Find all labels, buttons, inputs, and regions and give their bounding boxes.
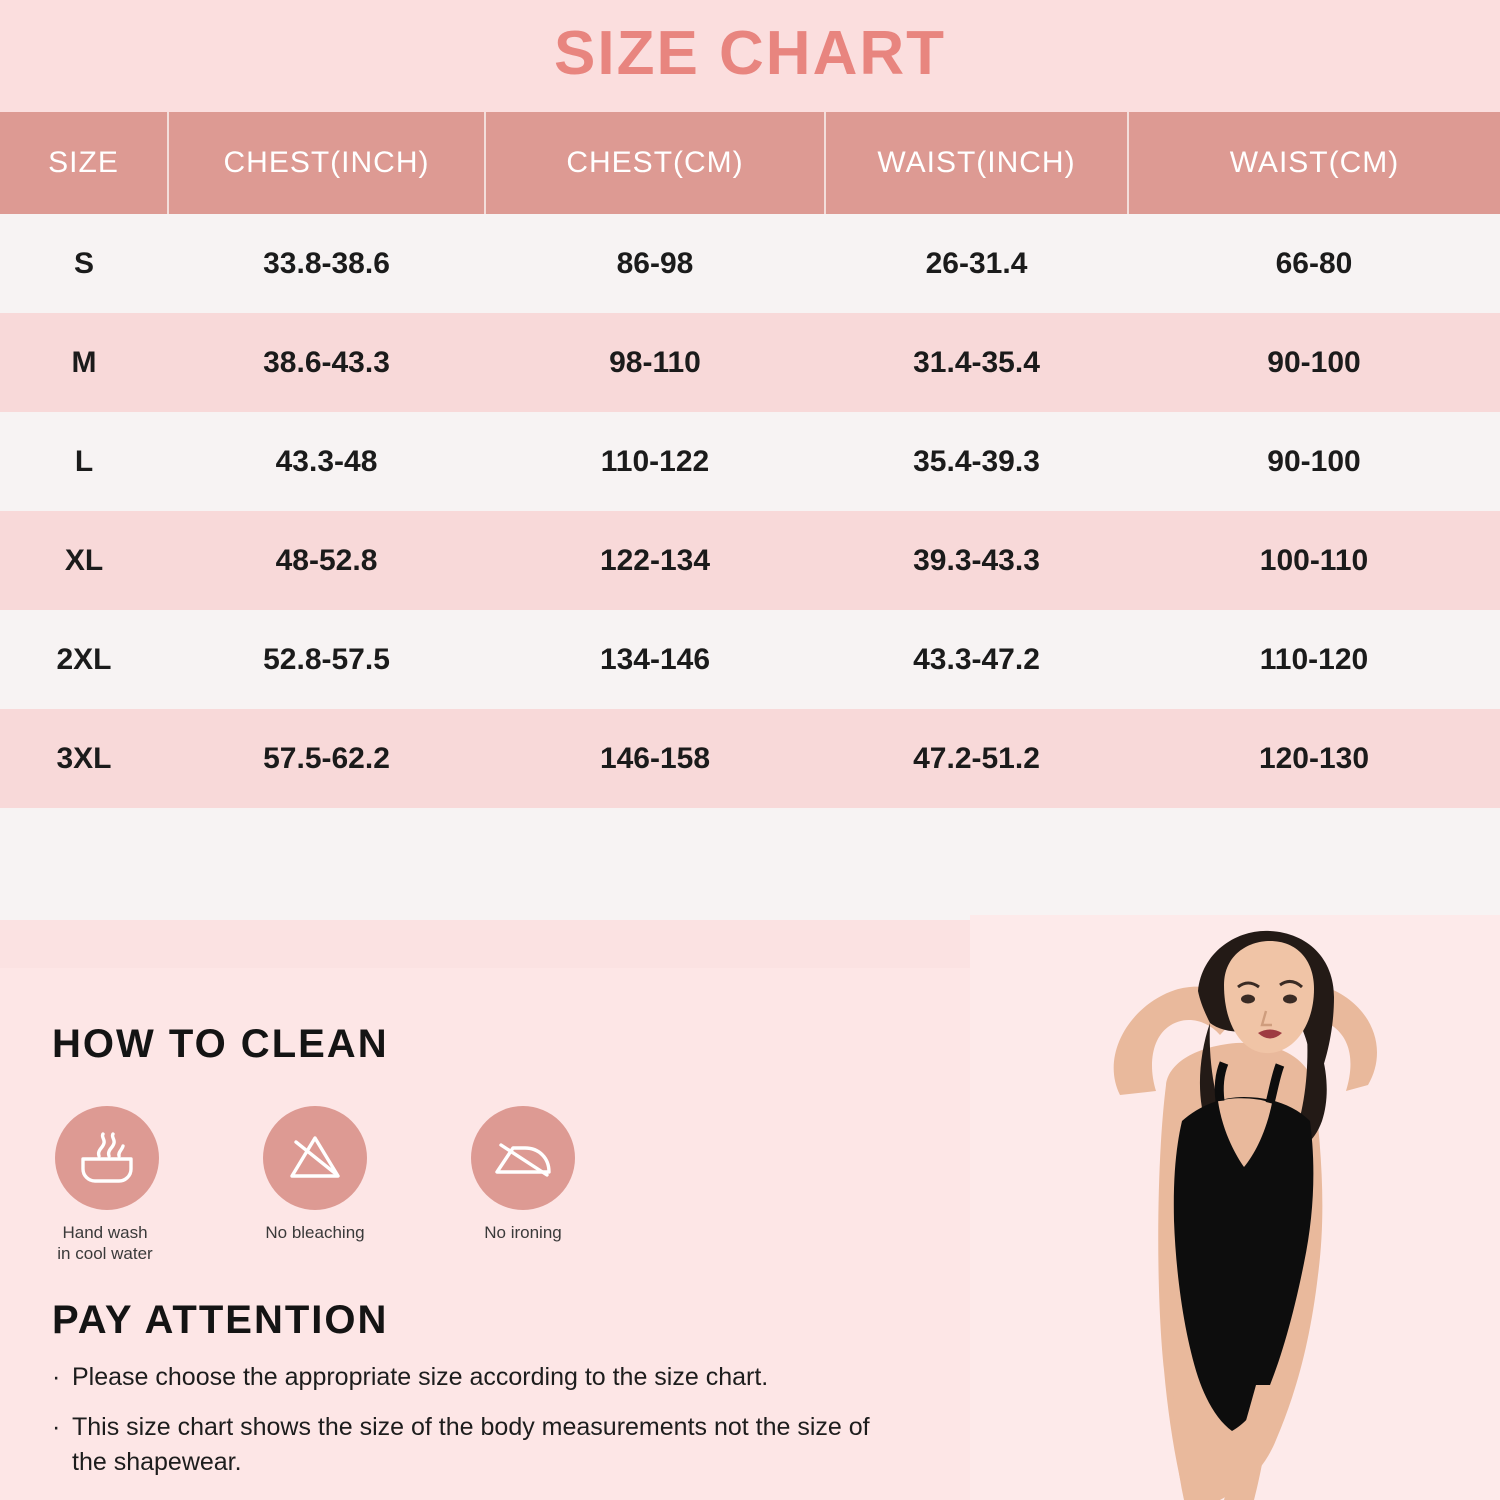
cell-waist-inch: 26-31.4 — [825, 214, 1128, 313]
title-band — [0, 0, 1500, 112]
model-photo — [970, 915, 1500, 1500]
attention-bullets — [52, 1360, 872, 1495]
care-icon-label: No bleaching — [265, 1223, 365, 1242]
cell-waist-inch: 47.2-51.2 — [825, 709, 1128, 808]
cell-waist-inch: 43.3-47.2 — [825, 610, 1128, 709]
how-to-clean-heading: HOW TO CLEAN — [52, 1022, 389, 1066]
table-row — [0, 709, 1500, 808]
care-icon-no-ironing — [468, 1106, 578, 1265]
bullet-dot: · — [52, 1412, 61, 1441]
cell-waist-cm: 120-130 — [1128, 709, 1500, 808]
cell-chest-cm: 98-110 — [485, 313, 825, 412]
cell-waist-cm: 100-110 — [1128, 511, 1500, 610]
table-row — [0, 610, 1500, 709]
table-head — [0, 112, 1500, 214]
cell-chest-inch: 48-52.8 — [168, 511, 485, 610]
care-icon-no-bleaching — [260, 1106, 370, 1265]
bullet-text: Please choose the appropriate size according to the size chart. — [72, 1363, 769, 1391]
cell-chest-inch: 52.8-57.5 — [168, 610, 485, 709]
hand-wash-icon — [55, 1106, 159, 1210]
list-item — [52, 1410, 872, 1481]
cell-waist-inch — [825, 808, 1128, 920]
cell-size — [0, 808, 168, 920]
cell-chest-cm — [485, 808, 825, 920]
cell-size: M — [0, 313, 168, 412]
cell-size: 2XL — [0, 610, 168, 709]
table-row — [0, 412, 1500, 511]
cell-size: 3XL — [0, 709, 168, 808]
bullet-dot: · — [52, 1363, 61, 1391]
table-row — [0, 214, 1500, 313]
list-item — [52, 1360, 872, 1396]
cell-chest-inch: 38.6-43.3 — [168, 313, 485, 412]
cell-chest-cm: 110-122 — [485, 412, 825, 511]
cell-chest-inch: 33.8-38.6 — [168, 214, 485, 313]
cell-waist-cm: 110-120 — [1128, 610, 1500, 709]
cell-size: XL — [0, 511, 168, 610]
page-title: SIZE CHART — [554, 19, 946, 88]
column-header-waist-cm: WAIST(CM) — [1128, 112, 1500, 214]
cell-waist-inch: 39.3-43.3 — [825, 511, 1128, 610]
cell-size: L — [0, 412, 168, 511]
cell-chest-cm: 86-98 — [485, 214, 825, 313]
column-header-size: SIZE — [0, 112, 168, 214]
cell-chest-inch: 57.5-62.2 — [168, 709, 485, 808]
table-row — [0, 511, 1500, 610]
cell-waist-cm: 90-100 — [1128, 412, 1500, 511]
cell-waist-cm: 66-80 — [1128, 214, 1500, 313]
cell-chest-inch: 43.3-48 — [168, 412, 485, 511]
table-body — [0, 214, 1500, 920]
care-icon-label: Hand wash in cool water — [57, 1223, 153, 1264]
size-chart-table-wrap — [0, 112, 1500, 920]
cell-chest-cm: 134-146 — [485, 610, 825, 709]
care-icons — [52, 1106, 578, 1265]
no-ironing-icon — [471, 1106, 575, 1210]
table-row-empty — [0, 808, 1500, 920]
model-illustration — [970, 915, 1500, 1500]
table-header-row — [0, 112, 1500, 214]
cell-waist-inch: 31.4-35.4 — [825, 313, 1128, 412]
column-header-chest-cm: CHEST(CM) — [485, 112, 825, 214]
cell-size: S — [0, 214, 168, 313]
cell-waist-cm — [1128, 808, 1500, 920]
no-bleaching-icon — [263, 1106, 367, 1210]
cell-waist-inch: 35.4-39.3 — [825, 412, 1128, 511]
cell-chest-cm: 122-134 — [485, 511, 825, 610]
column-header-chest-inch: CHEST(INCH) — [168, 112, 485, 214]
cell-chest-inch — [168, 808, 485, 920]
column-header-waist-inch: WAIST(INCH) — [825, 112, 1128, 214]
cell-chest-cm: 146-158 — [485, 709, 825, 808]
care-icon-label: No ironing — [484, 1223, 562, 1242]
size-chart-table — [0, 112, 1500, 920]
pay-attention-heading: PAY ATTENTION — [52, 1298, 389, 1342]
cell-waist-cm: 90-100 — [1128, 313, 1500, 412]
care-icon-hand-wash — [52, 1106, 162, 1265]
table-row — [0, 313, 1500, 412]
bullet-text: This size chart shows the size of the body measurements not the size of the shapewear. — [72, 1412, 870, 1476]
